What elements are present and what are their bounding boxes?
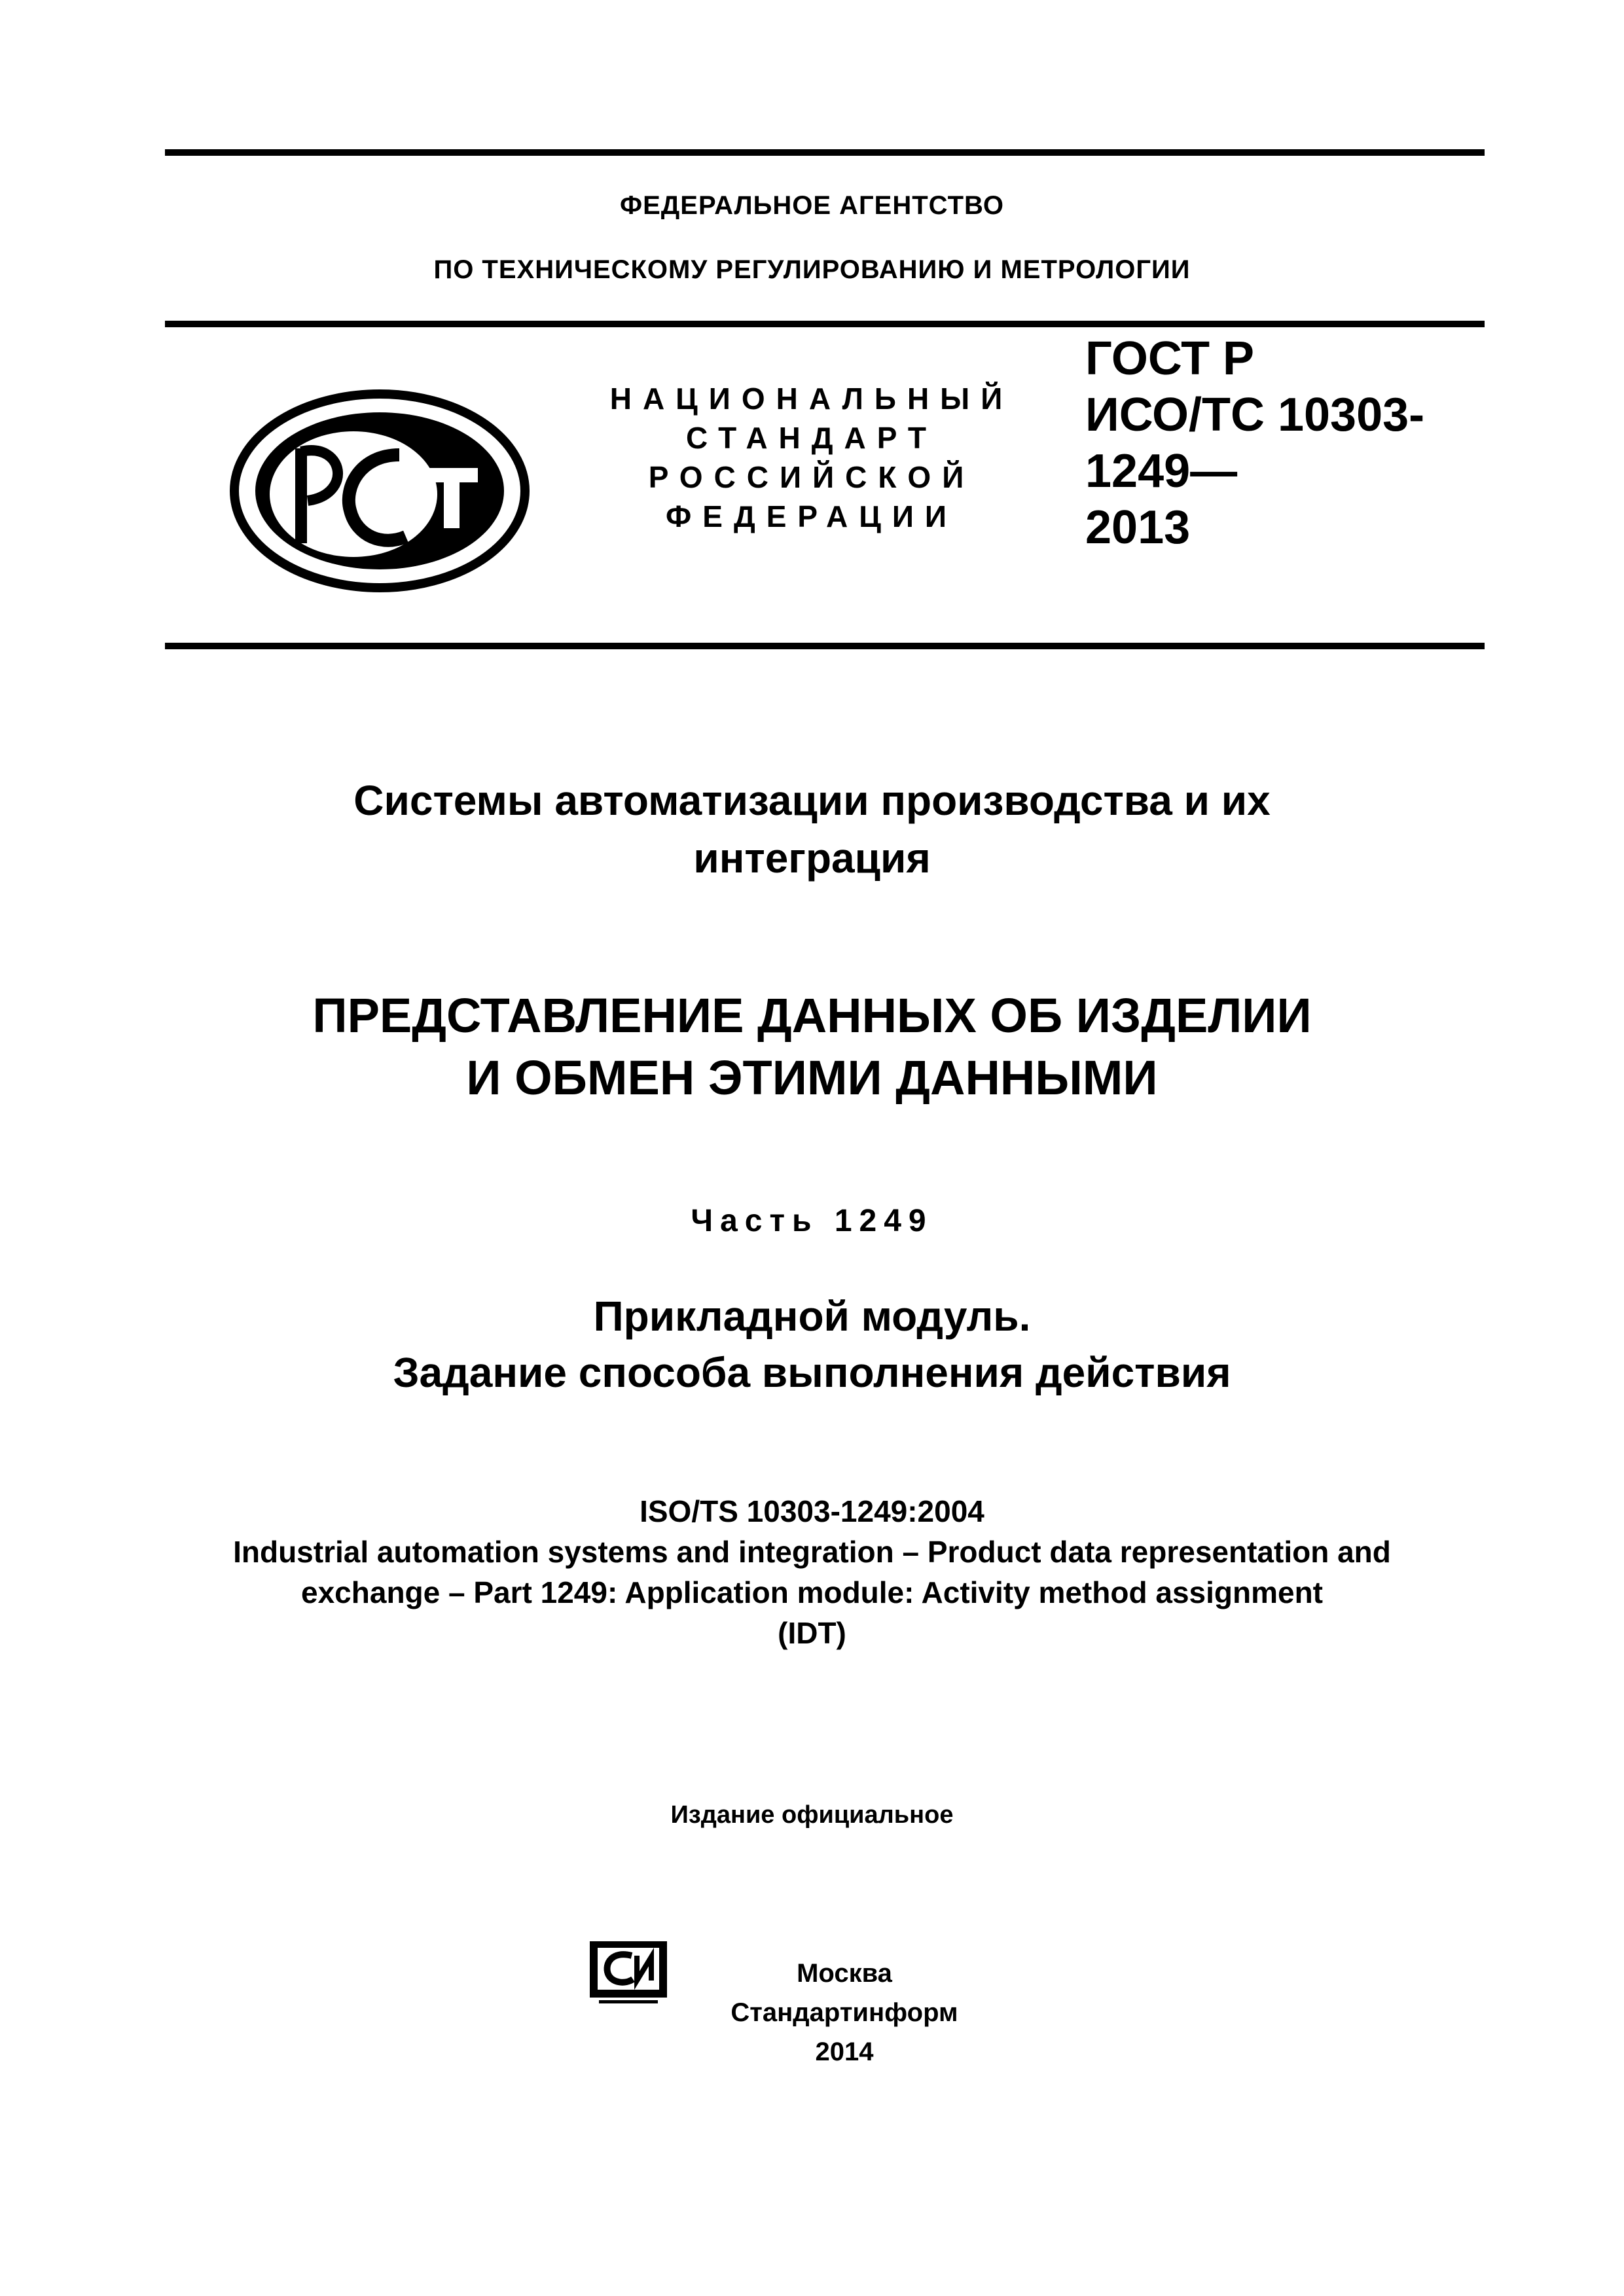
rst-logo-icon bbox=[229, 389, 530, 592]
top-rule bbox=[165, 149, 1485, 156]
edition-note: Издание официальное bbox=[670, 1801, 954, 1829]
national-standard-line-2: СТАНДАРТ bbox=[686, 421, 937, 455]
publisher-name: Стандартинформ bbox=[731, 1998, 958, 2027]
iso-line-3: exchange – Part 1249: Application module: Activity method assignment bbox=[301, 1575, 1323, 1609]
agency-line-2: ПО ТЕХНИЧЕСКОМУ РЕГУЛИРОВАНИЮ И МЕТРОЛОГИИ bbox=[433, 255, 1191, 284]
standartinform-logo-icon bbox=[586, 1937, 674, 2009]
gost-line-1: ГОСТ Р bbox=[1085, 332, 1255, 385]
subtitle-line-1: Прикладной модуль. bbox=[593, 1293, 1031, 1340]
main-title-line-1: ПРЕДСТАВЛЕНИЕ ДАННЫХ ОБ ИЗДЕЛИИ bbox=[312, 988, 1312, 1043]
main-title-line-2: И ОБМЕН ЭТИМИ ДАННЫМИ bbox=[466, 1050, 1158, 1105]
bottom-header-rule bbox=[165, 643, 1485, 649]
part-number: Часть 1249 bbox=[691, 1204, 933, 1238]
header-rule bbox=[165, 321, 1485, 327]
gost-line-3: 1249— bbox=[1085, 445, 1238, 497]
agency-line-1: ФЕДЕРАЛЬНОЕ АГЕНТСТВО bbox=[619, 191, 1005, 220]
national-standard-line-3: РОССИЙСКОЙ bbox=[648, 460, 975, 494]
publication-year: 2014 bbox=[815, 2037, 874, 2066]
subtitle-line-2: Задание способа выполнения действия bbox=[393, 1349, 1231, 1396]
gost-line-4: 2013 bbox=[1085, 501, 1191, 554]
iso-line-2: Industrial automation systems and integration – Product data representation and bbox=[233, 1535, 1391, 1569]
iso-line-1: ISO/TS 10303-1249:2004 bbox=[640, 1494, 984, 1528]
gost-designation bbox=[1085, 331, 1424, 556]
national-standard-line-4: ФЕДЕРАЦИИ bbox=[666, 499, 958, 533]
publisher-city: Москва bbox=[797, 1959, 892, 1988]
series-title-line-1: Системы автоматизации производства и их bbox=[353, 777, 1271, 824]
iso-line-4: (IDT) bbox=[778, 1616, 846, 1650]
series-title-line-2: интеграция bbox=[693, 834, 931, 882]
gost-line-2: ИСО/ТС 10303- bbox=[1085, 389, 1425, 441]
national-standard-line-1: НАЦИОНАЛЬНЫЙ bbox=[609, 382, 1014, 416]
